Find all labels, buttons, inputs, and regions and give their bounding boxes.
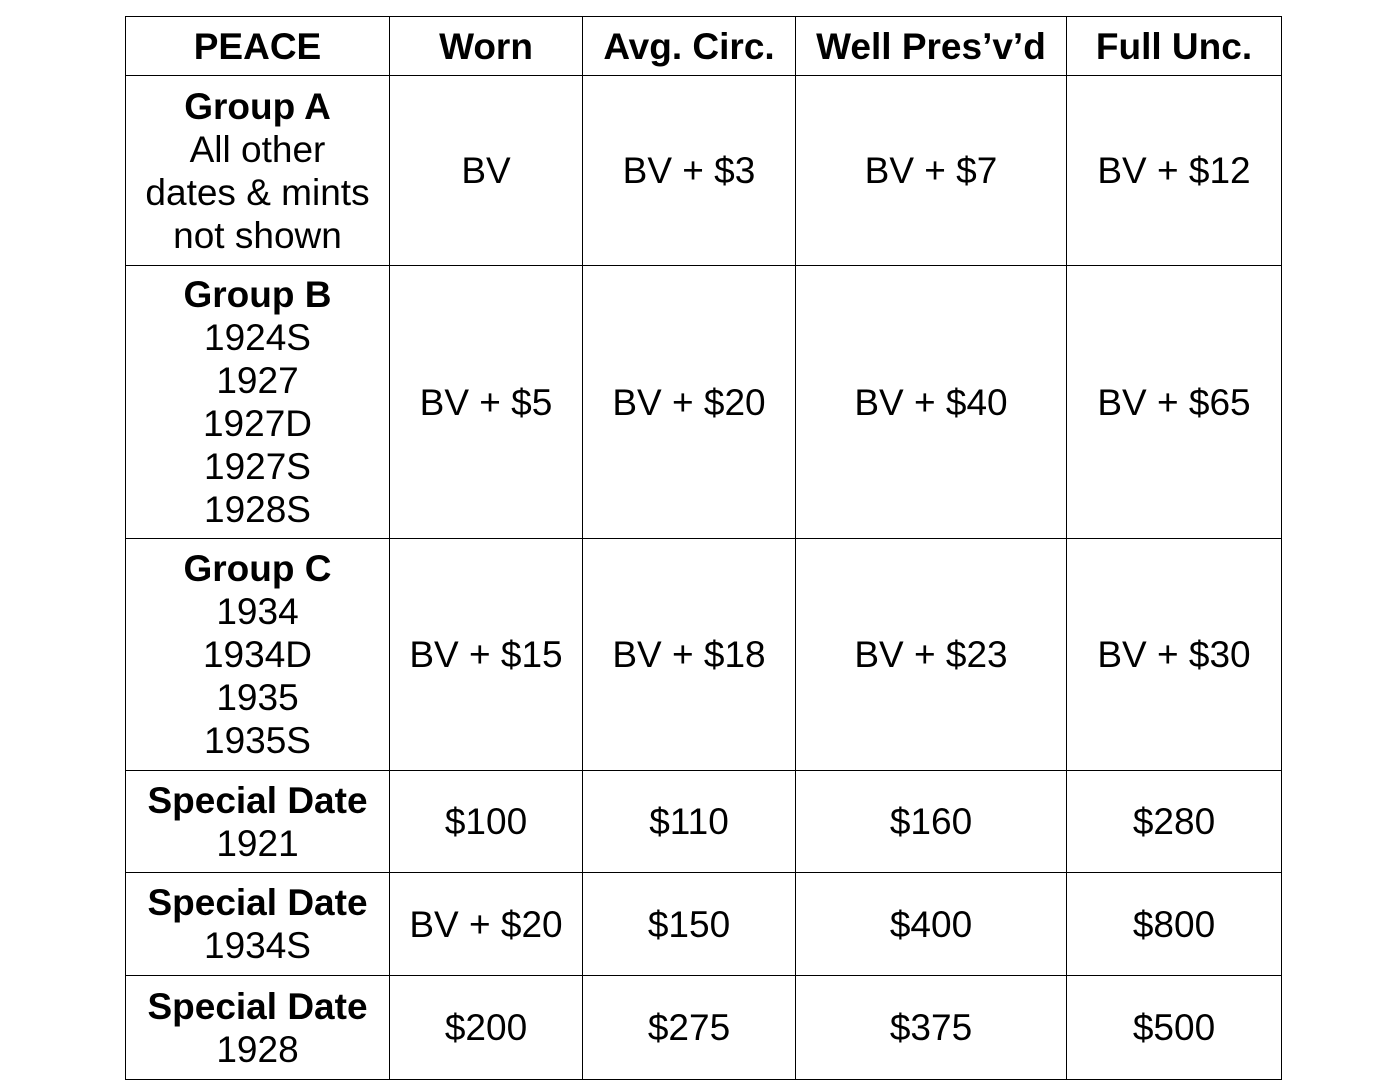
header-avg-circ: Avg. Circ. xyxy=(583,17,796,76)
value-cell-worn: $100 xyxy=(390,771,583,873)
group-line: not shown xyxy=(173,214,342,256)
header-peace: PEACE xyxy=(126,17,390,76)
value-cell-worn: BV + $5 xyxy=(390,266,583,539)
value-cell-worn: BV xyxy=(390,76,583,266)
group-line: 1921 xyxy=(216,822,299,864)
group-line: 1927D xyxy=(202,403,313,444)
group-line: dates & mints xyxy=(145,171,370,213)
value-cell-worn: $200 xyxy=(390,976,583,1080)
value-cell-well-presvd: $375 xyxy=(796,976,1067,1080)
value-cell-full-unc: $280 xyxy=(1067,771,1282,873)
value-cell-well-presvd: BV + $7 xyxy=(796,76,1067,266)
group-label: Group B xyxy=(183,274,332,315)
group-line: 1927 xyxy=(216,360,299,401)
row-label-group-b xyxy=(126,266,390,539)
group-label: Special Date xyxy=(147,882,368,923)
value-cell-avg-circ: BV + $18 xyxy=(583,539,796,771)
row-label-special-1928 xyxy=(126,976,390,1080)
group-line: 1928S xyxy=(204,489,311,530)
row-label-special-1921 xyxy=(126,771,390,873)
row-label-special-1934s xyxy=(126,873,390,976)
group-label: Group A xyxy=(184,85,331,127)
table-row xyxy=(126,873,1282,976)
value-cell-avg-circ: BV + $3 xyxy=(583,76,796,266)
table-row xyxy=(126,771,1282,873)
group-line: 1935S xyxy=(204,720,311,761)
table-row xyxy=(126,976,1282,1080)
value-cell-full-unc: BV + $65 xyxy=(1067,266,1282,539)
header-full-unc: Full Unc. xyxy=(1067,17,1282,76)
table-row xyxy=(126,266,1282,539)
group-line: 1928 xyxy=(216,1028,299,1070)
peace-dollar-price-table xyxy=(125,16,1282,1080)
value-cell-full-unc: BV + $30 xyxy=(1067,539,1282,771)
group-line: 1935 xyxy=(216,677,299,718)
group-line: 1934 xyxy=(216,591,299,632)
group-label: Special Date xyxy=(147,985,368,1027)
value-cell-full-unc: $800 xyxy=(1067,873,1282,976)
header-worn: Worn xyxy=(390,17,583,76)
value-cell-worn: BV + $15 xyxy=(390,539,583,771)
group-line: 1927S xyxy=(204,446,311,487)
value-cell-avg-circ: $150 xyxy=(583,873,796,976)
table-row xyxy=(126,76,1282,266)
table-row xyxy=(126,539,1282,771)
row-label-group-a xyxy=(126,76,390,266)
value-cell-avg-circ: $275 xyxy=(583,976,796,1080)
group-line: 1934D xyxy=(202,634,313,675)
value-cell-worn: BV + $20 xyxy=(390,873,583,976)
value-cell-well-presvd: BV + $40 xyxy=(796,266,1067,539)
group-line: 1934S xyxy=(204,925,311,966)
group-label: Special Date xyxy=(147,779,368,821)
header-well-presvd: Well Pres’v’d xyxy=(796,17,1067,76)
value-cell-full-unc: BV + $12 xyxy=(1067,76,1282,266)
value-cell-well-presvd: $160 xyxy=(796,771,1067,873)
value-cell-well-presvd: $400 xyxy=(796,873,1067,976)
row-label-group-c xyxy=(126,539,390,771)
group-line: All other xyxy=(189,128,326,170)
value-cell-well-presvd: BV + $23 xyxy=(796,539,1067,771)
value-cell-full-unc: $500 xyxy=(1067,976,1282,1080)
value-cell-avg-circ: $110 xyxy=(583,771,796,873)
value-cell-avg-circ: BV + $20 xyxy=(583,266,796,539)
group-line: 1924S xyxy=(204,317,311,358)
group-label: Group C xyxy=(183,548,332,589)
header-row xyxy=(126,17,1282,76)
